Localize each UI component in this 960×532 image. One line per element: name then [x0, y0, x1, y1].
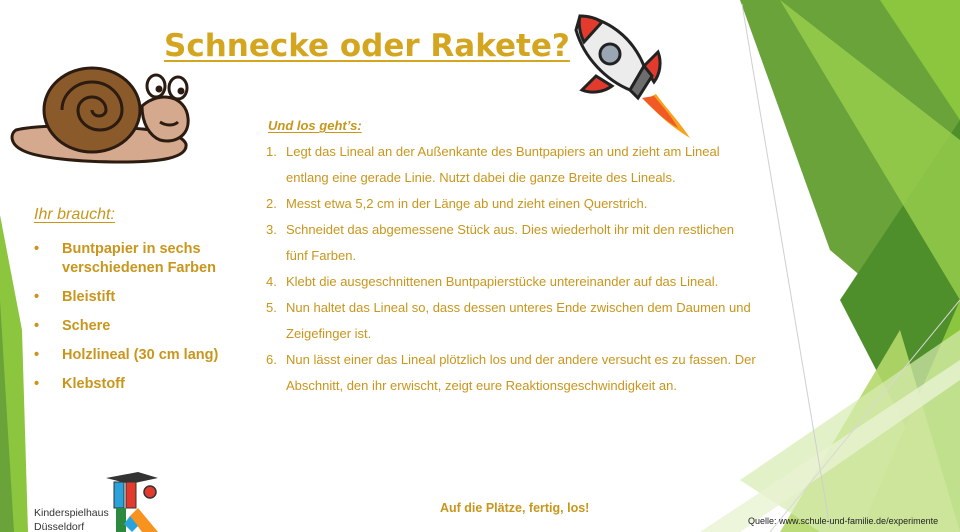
logo-text-line2: Düsseldorf [34, 521, 85, 532]
step-item [266, 191, 756, 217]
step-number: 1. [266, 144, 277, 159]
list-item [34, 288, 254, 307]
step-text: Legt das Lineal an der Außenkante des Buntpapiers an und zieht am Lineal entlang eine gerade Linie. Nutzt dabei die ganze Breite des Lineals. [286, 144, 720, 185]
instructions-list [266, 139, 756, 399]
step-number: 2. [266, 196, 277, 211]
step-number: 6. [266, 352, 277, 367]
step-item [266, 269, 756, 295]
list-item [34, 317, 254, 336]
step-item [266, 139, 756, 191]
step-text: Klebt die ausgeschnittenen Buntpapierstücke untereinander auf das Lineal. [286, 274, 719, 289]
list-item-text: Holzlineal (30 cm lang) [62, 347, 219, 363]
page-title: Schnecke oder Rakete? [164, 28, 570, 64]
step-number: 5. [266, 300, 277, 315]
step-item [266, 295, 756, 347]
bullet-icon: • [34, 318, 40, 334]
list-item [34, 375, 254, 394]
list-item-text: Klebstoff [62, 376, 125, 392]
list-item-text: Buntpapier in sechs verschiedenen Farben [62, 241, 216, 276]
kinderspielhaus-logo [34, 470, 184, 532]
step-text: Messt etwa 5,2 cm in der Länge ab und zieht einen Querstrich. [286, 196, 648, 211]
closing-slogan: Auf die Plätze, fertig, los! [440, 501, 590, 515]
snail-illustration [10, 66, 196, 170]
bullet-icon: • [34, 376, 40, 392]
step-item [266, 217, 756, 269]
step-item [266, 347, 756, 399]
step-text: Schneidet das abgemessene Stück aus. Dies wiederholt ihr mit den restlichen fünf Farben. [286, 222, 735, 263]
list-item [34, 240, 254, 278]
logo-text-line1: Kinderspielhaus [34, 507, 109, 519]
list-item-text: Bleistift [62, 289, 116, 305]
bullet-icon: • [34, 289, 40, 305]
materials-list [34, 240, 254, 404]
rocket-illustration [566, 10, 696, 142]
step-text: Nun lässt einer das Lineal plötzlich los und der andere versucht es zu fassen. Der Abschnitt, den ihr erwischt, zeigt eure Reaktionsgeschwindigkeit an. [286, 352, 756, 393]
bullet-icon: • [34, 347, 40, 363]
step-number: 3. [266, 222, 277, 237]
step-text: Nun haltet das Lineal so, dass dessen unteres Ende zwischen dem Daumen und Zeigefinger ist. [286, 300, 751, 341]
step-number: 4. [266, 274, 277, 289]
source-citation: Quelle: www.schule-und-familie.de/experimente [748, 516, 939, 526]
list-item-text: Schere [62, 318, 111, 334]
bullet-icon: • [34, 241, 40, 257]
instructions-heading: Und los geht’s: [268, 118, 362, 133]
materials-heading: Ihr braucht: [34, 206, 115, 223]
list-item [34, 346, 254, 365]
